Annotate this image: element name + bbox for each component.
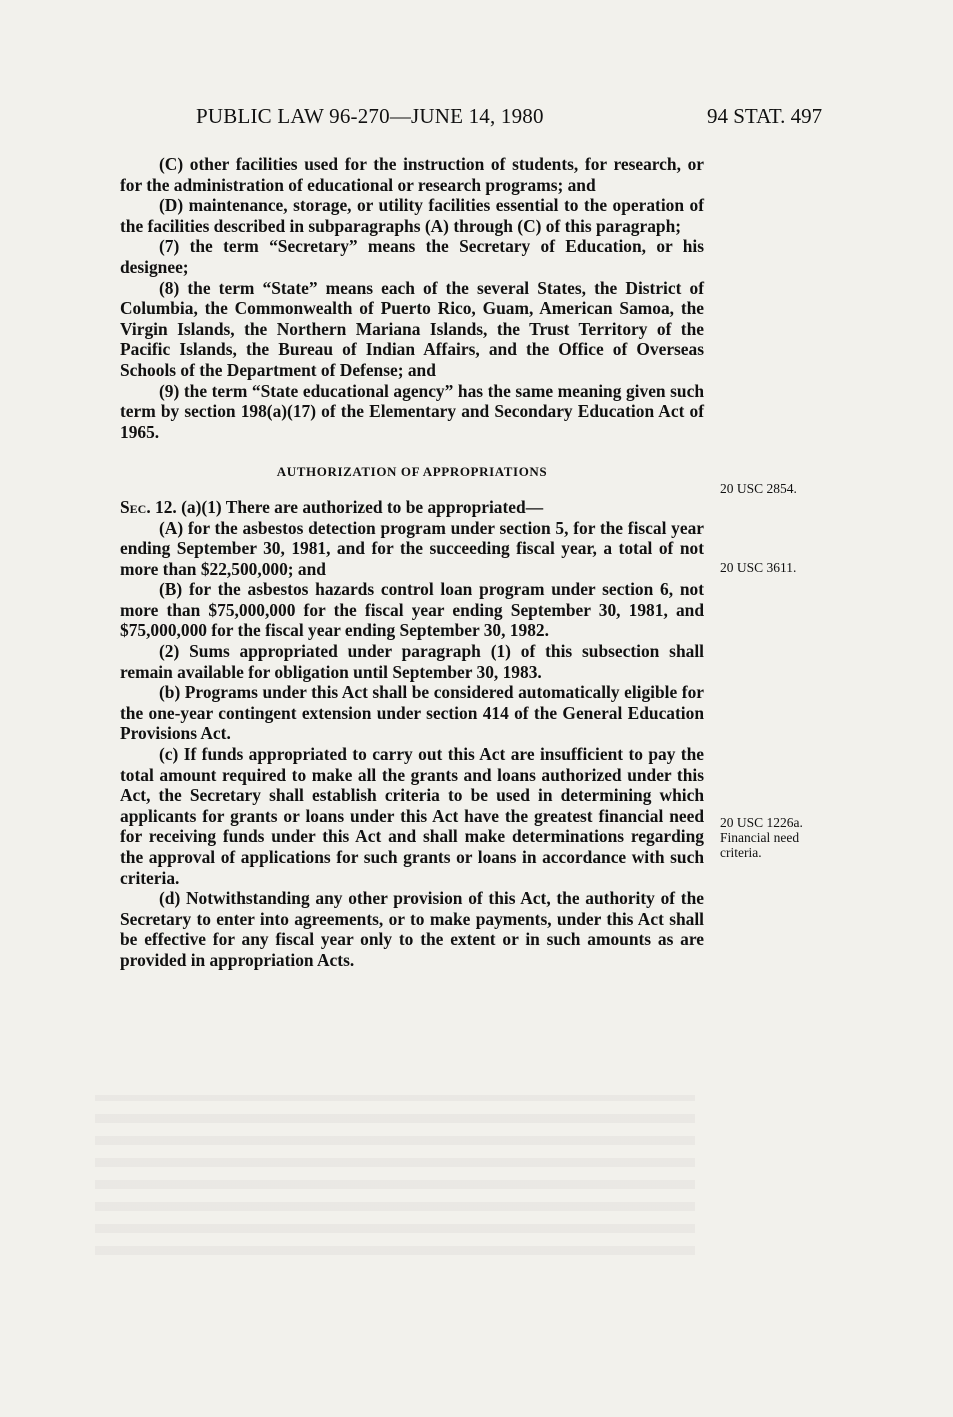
section-12-intro: [120, 497, 704, 518]
paragraph-c-facilities: (C) other facilities used for the instruction of students, for research, or for the administration of educational or research programs; and: [120, 154, 704, 195]
subsection-d-authority: (d) Notwithstanding any other provision of this Act, the authority of the Secretary to enter into agreements, or to make payments, under this Act shall be effective for any fiscal year only to the extent or in such amounts as are provided in appropriation Acts.: [120, 888, 704, 970]
paragraph-7-secretary: (7) the term “Secretary” means the Secretary of Education, or his designee;: [120, 236, 704, 277]
paragraph-a-detection: (A) for the asbestos detection program under section 5, for the fiscal year ending September 30, 1981, and for the succeeding fiscal year, a total of not more than $22,500,000; and: [120, 517, 704, 579]
paragraph-8-state: (8) the term “State” means each of the several States, the District of Columbia, the Commonwealth of Puerto Rico, Guam, American Samoa, the Virgin Islands, the Northern Mariana Islands, the Trust Territory of the Pacific Islands, the Bureau of Indian Affairs, and the Office of Overseas Schools of the Department of Defense; and: [120, 277, 704, 380]
page-header-title: PUBLIC LAW 96-270—JUNE 14, 1980: [196, 104, 544, 128]
section-intro-text: (a)(1) There are authorized to be appropriated—: [176, 496, 544, 517]
body-text: [120, 154, 704, 971]
paragraph-b-hazards: (B) for the asbestos hazards control loan program under section 6, not more than $75,000,000 for the fiscal year ending September 30, 1981, and $75,000,000 for the fiscal year ending September 30, 1982.: [120, 579, 704, 641]
bleed-through-artifact: [95, 1095, 695, 1255]
margin-note-usc-2854: 20 USC 2854.: [720, 481, 797, 496]
paragraph-d-maintenance: (D) maintenance, storage, or utility facilities essential to the operation of the facilities described in subparagraphs (A) through (C) of this paragraph;: [120, 195, 704, 236]
page-header-statute: 94 STAT. 497: [707, 104, 823, 128]
paragraph-a2-sums: (2) Sums appropriated under paragraph (1) of this subsection shall remain available for obligation until September 30, 1983.: [120, 641, 704, 682]
subsection-c-criteria: (c) If funds appropriated to carry out this Act are insufficient to pay the total amount required to make all the grants and loans authorized under this Act, the Secretary shall establish criteria to be used in determining which applicants for grants or loans under this Act have the greatest financial need for receiving funds under this Act and shall make determinations regarding the approval of applications for such grants or loans in accordance with such criteria.: [120, 744, 704, 888]
margin-note-label-line2: criteria.: [720, 845, 762, 860]
section-heading: AUTHORIZATION OF APPROPRIATIONS: [276, 464, 548, 480]
margin-note-citation: 20 USC 1226a.: [720, 815, 803, 830]
section-label: Sec. 12.: [120, 496, 177, 517]
margin-note-label-line1: Financial need: [720, 830, 800, 845]
margin-note-usc-3611: 20 USC 3611.: [720, 560, 797, 575]
subsection-b-programs: (b) Programs under this Act shall be considered automatically eligible for the one-year contingent extension under section 414 of the General Education Provisions Act.: [120, 682, 704, 744]
paragraph-9-state-agency: (9) the term “State educational agency” has the same meaning given such term by section 198(a)(17) of the Elementary and Secondary Education Act of 1965.: [120, 380, 704, 442]
margin-note-usc-1226a: [720, 815, 850, 860]
